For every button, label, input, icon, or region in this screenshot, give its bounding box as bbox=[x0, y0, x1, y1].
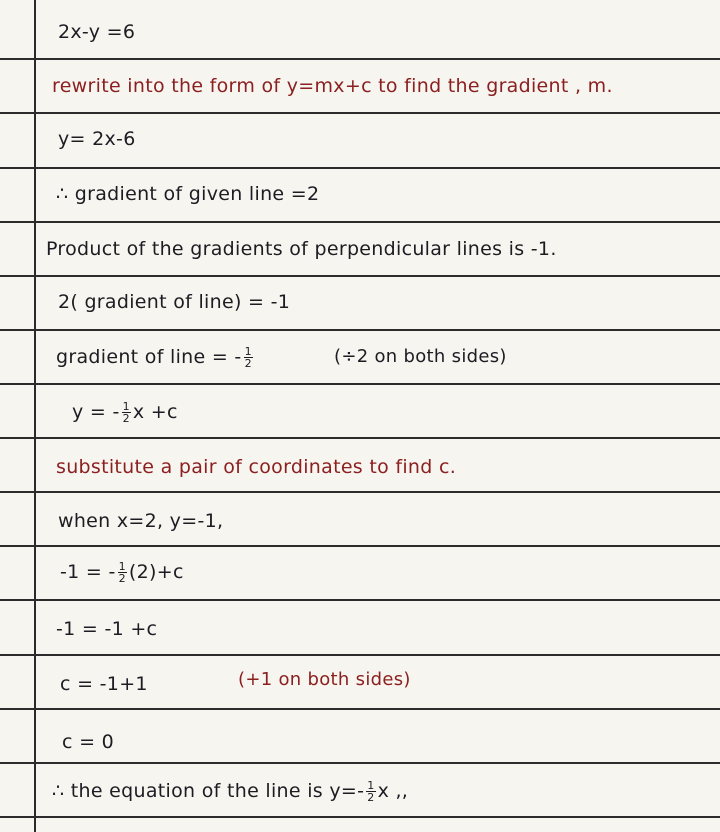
working-line bbox=[60, 675, 148, 694]
note-text: (÷2 on both sides) bbox=[334, 346, 507, 367]
working-line bbox=[56, 346, 255, 369]
line-text: 2( gradient of line) = -1 bbox=[58, 291, 291, 313]
working-line bbox=[72, 401, 178, 424]
side-note bbox=[334, 348, 507, 366]
fraction: $\frac{1}{2}$ bbox=[118, 560, 126, 585]
line-text: y= 2x-6 bbox=[58, 128, 136, 150]
rule-line bbox=[0, 708, 720, 710]
fraction: $\frac{1}{2}$ bbox=[367, 779, 375, 804]
working-line bbox=[56, 620, 157, 639]
line-text: 2x-y =6 bbox=[58, 21, 136, 43]
working-line bbox=[56, 185, 319, 204]
instruction-line bbox=[52, 77, 613, 96]
line-text: ∴ gradient of given line =2 bbox=[56, 183, 320, 205]
line-text: c = -1+1 bbox=[60, 673, 148, 695]
fraction: $\frac{1}{2}$ bbox=[122, 400, 130, 425]
rule-line bbox=[0, 437, 720, 439]
line-text: c = 0 bbox=[62, 731, 115, 753]
rule-line bbox=[0, 112, 720, 114]
rule-line bbox=[0, 599, 720, 601]
working-line bbox=[58, 130, 136, 149]
rule-line bbox=[0, 654, 720, 656]
line-text: x +c bbox=[132, 401, 178, 423]
rule-line bbox=[0, 58, 720, 60]
rule-line bbox=[0, 275, 720, 277]
line-text: x ,, bbox=[377, 780, 409, 802]
instruction-line bbox=[56, 458, 456, 477]
line-text: Product of the gradients of perpendicular lines is -1. bbox=[46, 238, 557, 260]
line-text: ∴ the equation of the line is y=- bbox=[52, 780, 365, 802]
working-line bbox=[62, 733, 114, 752]
rule-line bbox=[0, 221, 720, 223]
working-line bbox=[60, 561, 184, 584]
line-text: when x=2, y=-1, bbox=[58, 510, 224, 532]
line-text: rewrite into the form of y=mx+c to find the gradient , m. bbox=[52, 75, 613, 97]
rule-line bbox=[0, 491, 720, 493]
rule-line bbox=[0, 383, 720, 385]
rule-statement-line bbox=[46, 240, 557, 259]
fraction: $\frac{1}{2}$ bbox=[244, 345, 252, 370]
final-answer-line bbox=[52, 780, 408, 803]
line-text: gradient of line = - bbox=[56, 346, 242, 368]
line-text: (2)+c bbox=[128, 561, 184, 583]
working-line bbox=[58, 23, 135, 42]
rule-line bbox=[0, 545, 720, 547]
rule-line bbox=[0, 167, 720, 169]
rule-line bbox=[0, 762, 720, 764]
working-line bbox=[58, 512, 223, 531]
rule-line bbox=[0, 816, 720, 818]
side-note bbox=[238, 671, 411, 689]
line-text: -1 = - bbox=[60, 561, 116, 583]
rule-line bbox=[0, 329, 720, 331]
note-text: (+1 on both sides) bbox=[238, 669, 411, 690]
line-text: -1 = -1 +c bbox=[56, 618, 158, 640]
line-text: y = - bbox=[72, 401, 120, 423]
line-text: substitute a pair of coordinates to find c. bbox=[56, 456, 457, 478]
working-line bbox=[58, 293, 290, 312]
